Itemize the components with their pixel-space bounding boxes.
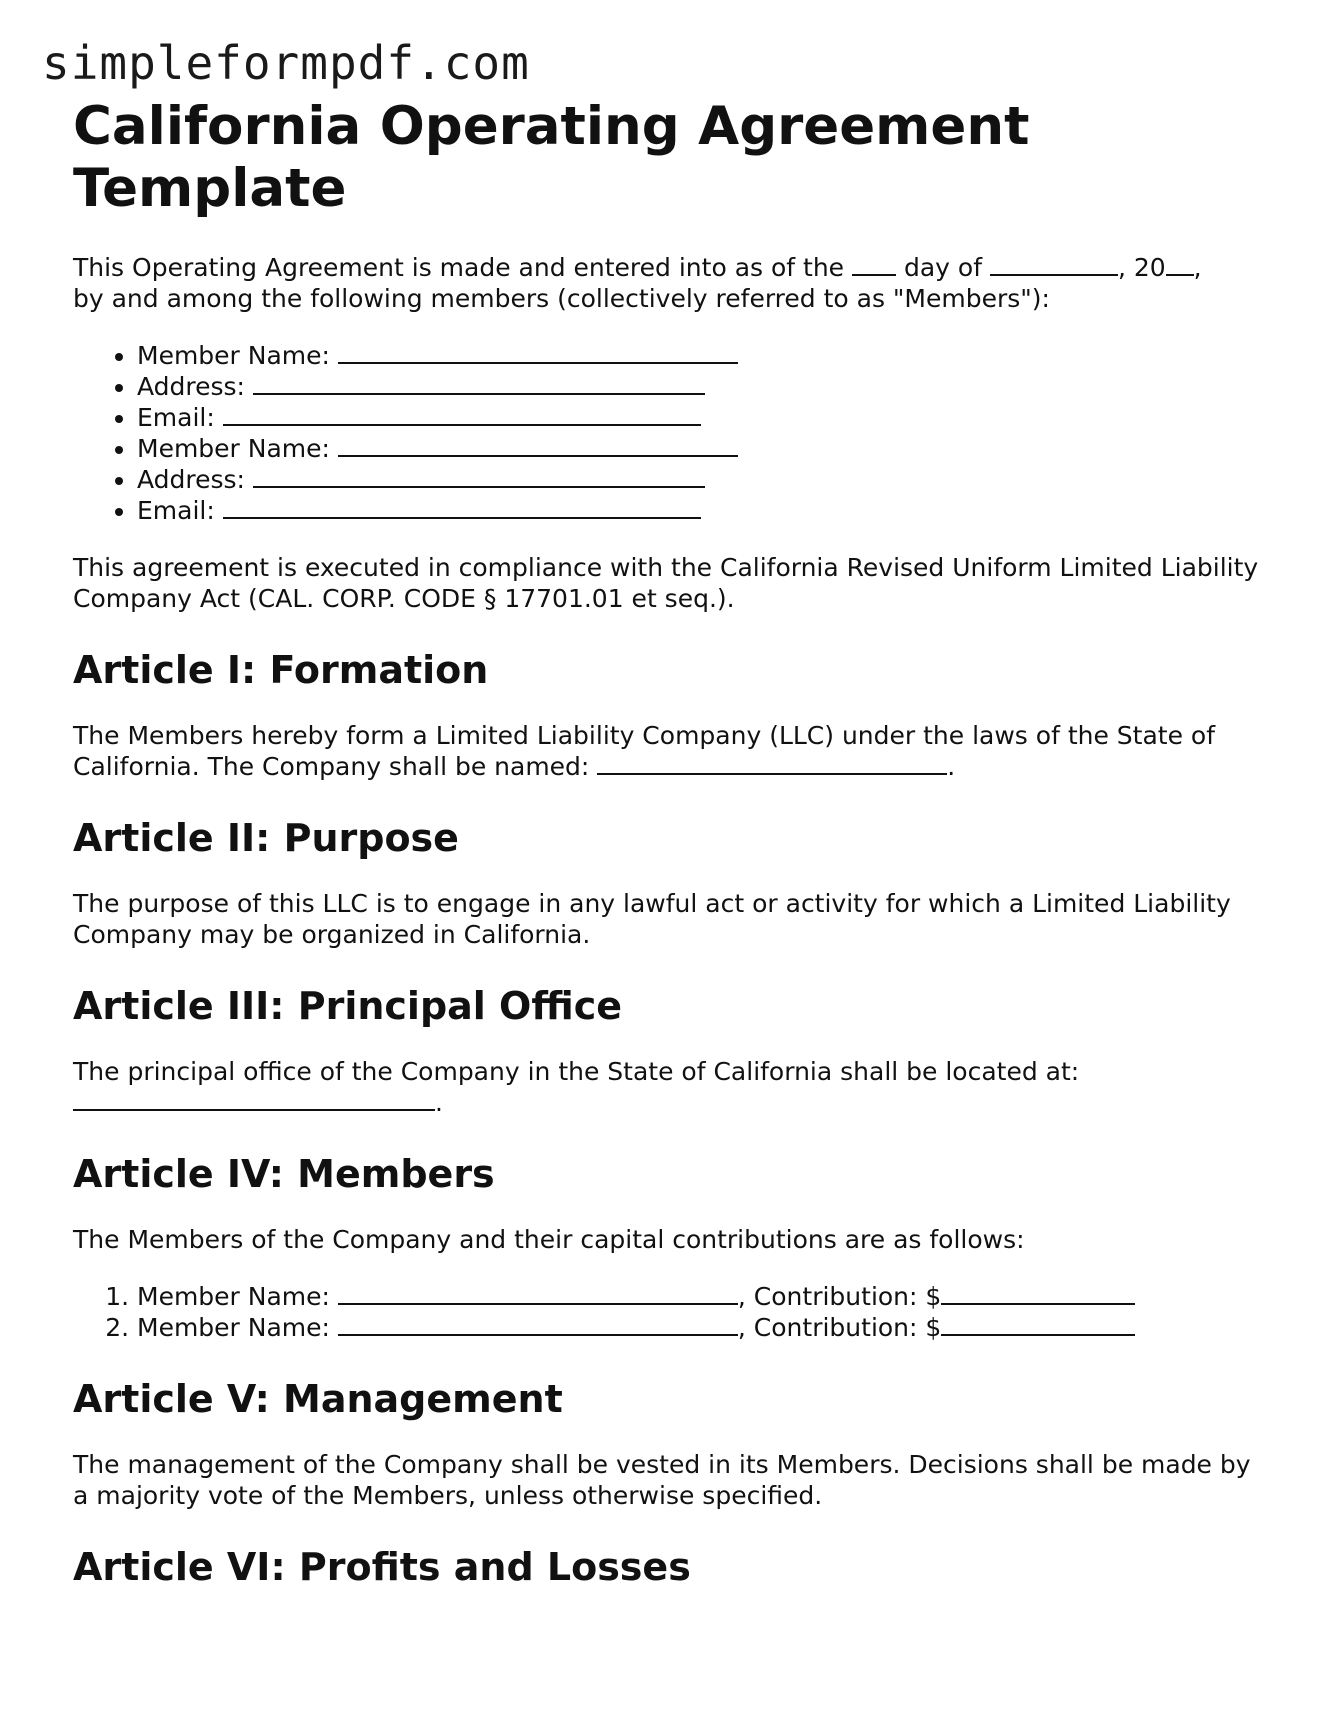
list-item	[137, 340, 1263, 371]
list-item	[137, 433, 1263, 464]
member-label: Member Name:	[137, 1313, 338, 1342]
document-title: California Operating Agreement Template	[73, 96, 1030, 219]
article-2-text: The purpose of this LLC is to engage in any lawful act or activity for which a Limited Liability Company may be organized in California.	[73, 889, 1231, 949]
article-1-body: The Members hereby form a Limited Liability Company (LLC) under the laws of the State of California. The Company shall be named:	[73, 721, 1216, 781]
year-blank[interactable]	[1166, 252, 1194, 276]
contribution-label: , Contribution: $	[737, 1313, 942, 1342]
article-3-text	[73, 1056, 1263, 1118]
intro-text-c: , 20	[1117, 253, 1166, 282]
field-label: Email:	[137, 403, 223, 432]
article-5-heading: Article V: Management	[73, 1377, 563, 1421]
address-blank[interactable]	[253, 371, 705, 395]
principal-office-blank[interactable]	[73, 1087, 435, 1111]
article-2-heading: Article II: Purpose	[73, 816, 459, 860]
contribution-label: , Contribution: $	[737, 1282, 942, 1311]
member-label: Member Name:	[137, 1282, 338, 1311]
article-5-text: The management of the Company shall be vested in its Members. Decisions shall be made by a majority vote of the Members, unless otherwise specified.	[73, 1450, 1251, 1510]
field-label: Member Name:	[137, 434, 338, 463]
address-blank[interactable]	[253, 464, 705, 488]
month-blank[interactable]	[990, 252, 1118, 276]
article-1-heading: Article I: Formation	[73, 648, 489, 692]
contribution-blank[interactable]	[941, 1312, 1135, 1336]
period: .	[435, 1088, 443, 1117]
watermark: simpleformpdf.com	[42, 36, 530, 90]
article-4-heading: Article IV: Members	[73, 1152, 495, 1196]
member-name-blank[interactable]	[338, 340, 738, 364]
intro-paragraph	[73, 252, 1263, 314]
document-page	[73, 96, 1263, 1617]
member-name-blank[interactable]	[338, 433, 738, 457]
email-blank[interactable]	[223, 495, 701, 519]
article-1-text	[73, 720, 1263, 782]
article-3-heading: Article III: Principal Office	[73, 984, 623, 1028]
intro-text-d: ,	[1193, 253, 1202, 282]
list-item	[137, 495, 1263, 526]
email-blank[interactable]	[223, 402, 701, 426]
company-name-blank[interactable]	[597, 751, 947, 775]
contribution-blank[interactable]	[941, 1281, 1135, 1305]
members-contribution-list	[73, 1281, 1263, 1343]
member-name-blank[interactable]	[338, 1281, 738, 1305]
period: .	[947, 752, 956, 781]
member-name-blank[interactable]	[338, 1312, 738, 1336]
list-item	[137, 402, 1263, 433]
intro-text-b: day of	[896, 253, 990, 282]
list-item	[137, 1281, 1263, 1312]
member-fields-list	[73, 340, 1263, 526]
intro-text-a: This Operating Agreement is made and entered into as of the	[73, 253, 853, 282]
compliance-paragraph: This agreement is executed in compliance with the California Revised Uniform Limited Liability Company Act (CAL. CORP. CODE § 17701.01 et seq.).	[73, 553, 1259, 613]
list-item	[137, 464, 1263, 495]
list-item	[137, 1312, 1263, 1343]
intro-text-line2: by and among the following members (collectively referred to as "Members"):	[73, 284, 1050, 313]
field-label: Address:	[137, 372, 253, 401]
article-6-heading: Article VI: Profits and Losses	[73, 1545, 691, 1589]
article-4-text: The Members of the Company and their capital contributions are as follows:	[73, 1225, 1025, 1254]
article-3-body: The principal office of the Company in the State of California shall be located at:	[73, 1057, 1080, 1086]
list-item	[137, 371, 1263, 402]
day-blank[interactable]	[852, 252, 896, 276]
field-label: Email:	[137, 496, 223, 525]
field-label: Member Name:	[137, 341, 338, 370]
field-label: Address:	[137, 465, 253, 494]
